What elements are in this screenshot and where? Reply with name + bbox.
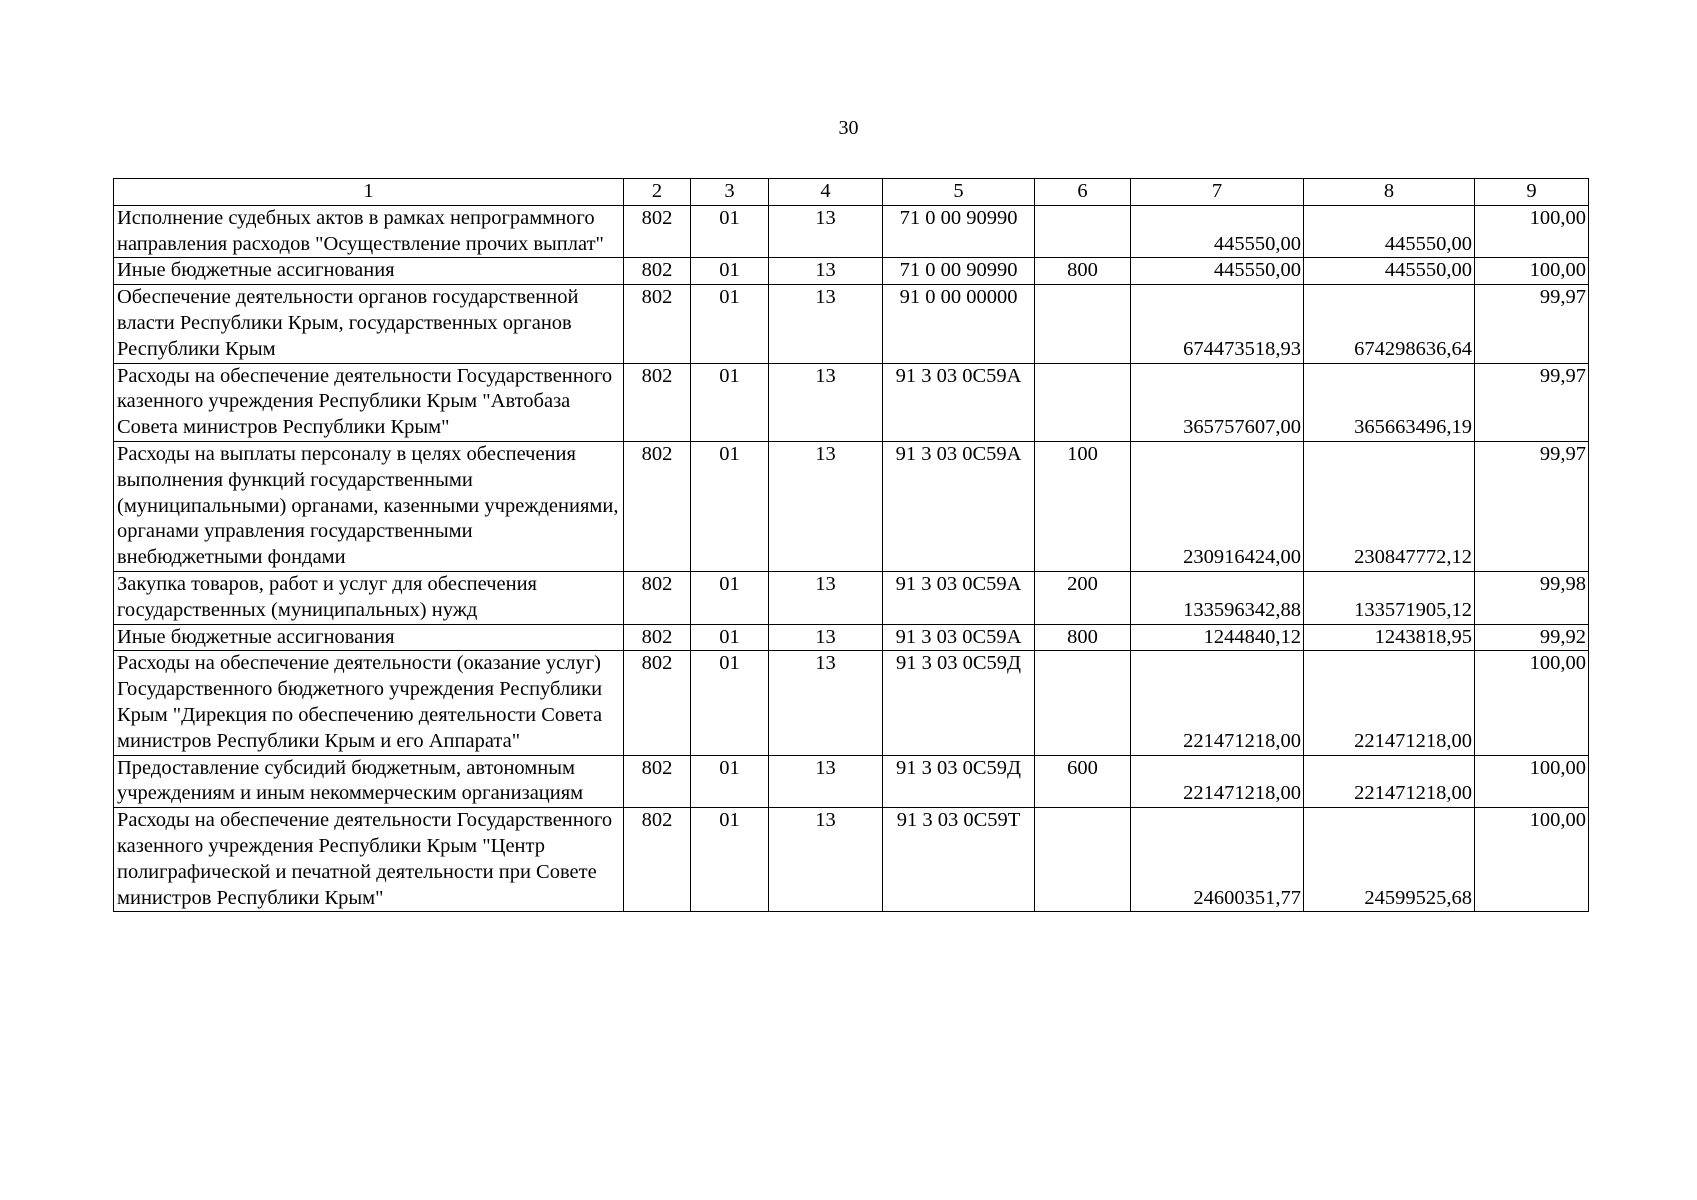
row-col-3: 01: [691, 363, 769, 441]
row-col-3: 01: [691, 651, 769, 755]
row-col-4: 13: [769, 285, 883, 363]
row-col-6: 800: [1035, 624, 1131, 651]
row-col-2: 802: [624, 285, 691, 363]
table-row: [114, 363, 1589, 441]
table-row: [114, 651, 1589, 755]
header-col-3: 3: [691, 179, 769, 206]
row-name: Предоставление субсидий бюджетным, автономным учреждениям и иным некоммерческим организациям: [114, 755, 624, 808]
page-number: 30: [838, 117, 859, 139]
header-row: [114, 179, 1589, 206]
budget-table: [113, 178, 1589, 912]
row-name: Расходы на обеспечение деятельности Государственного казенного учреждения Республики Крым "Центр полиграфической и печатной деятельности при Совете министров Республики Крым": [114, 808, 624, 912]
row-col-5: 71 0 00 90990: [883, 205, 1035, 258]
row-col-2: 802: [624, 571, 691, 624]
row-col-9: 100,00: [1475, 258, 1589, 285]
row-name: Иные бюджетные ассигнования: [114, 258, 624, 285]
row-col-4: 13: [769, 571, 883, 624]
row-col-4: 13: [769, 624, 883, 651]
row-col-7: 445550,00: [1131, 258, 1304, 285]
header-col-9: 9: [1475, 179, 1589, 206]
row-col-7: 221471218,00: [1131, 755, 1304, 808]
row-col-4: 13: [769, 258, 883, 285]
row-col-6: [1035, 285, 1131, 363]
row-col-3: 01: [691, 441, 769, 571]
row-col-7: 24600351,77: [1131, 808, 1304, 912]
row-col-8: 221471218,00: [1304, 651, 1475, 755]
row-col-5: 91 0 00 00000: [883, 285, 1035, 363]
row-col-7: 1244840,12: [1131, 624, 1304, 651]
header-col-8: 8: [1304, 179, 1475, 206]
row-col-2: 802: [624, 651, 691, 755]
header-col-5: 5: [883, 179, 1035, 206]
row-col-7: 674473518,93: [1131, 285, 1304, 363]
row-col-7: 221471218,00: [1131, 651, 1304, 755]
table-body: [114, 205, 1589, 912]
row-col-4: 13: [769, 363, 883, 441]
row-col-9: 100,00: [1475, 808, 1589, 912]
table-row: [114, 285, 1589, 363]
row-name: Исполнение судебных актов в рамках непрограммного направления расходов "Осуществление прочих выплат": [114, 205, 624, 258]
row-col-2: 802: [624, 808, 691, 912]
row-col-8: 1243818,95: [1304, 624, 1475, 651]
table-row: [114, 205, 1589, 258]
row-col-7: 133596342,88: [1131, 571, 1304, 624]
row-col-2: 802: [624, 441, 691, 571]
header-col-1: 1: [114, 179, 624, 206]
row-col-2: 802: [624, 755, 691, 808]
row-col-2: 802: [624, 363, 691, 441]
row-col-3: 01: [691, 624, 769, 651]
row-col-4: 13: [769, 205, 883, 258]
row-col-4: 13: [769, 808, 883, 912]
row-col-5: 91 3 03 0С59А: [883, 363, 1035, 441]
row-col-5: 91 3 03 0С59Д: [883, 651, 1035, 755]
row-col-9: 100,00: [1475, 205, 1589, 258]
row-col-5: 91 3 03 0С59Т: [883, 808, 1035, 912]
row-col-3: 01: [691, 258, 769, 285]
row-col-8: 674298636,64: [1304, 285, 1475, 363]
row-col-9: 100,00: [1475, 651, 1589, 755]
header-col-7: 7: [1131, 179, 1304, 206]
row-col-6: 600: [1035, 755, 1131, 808]
row-col-6: 200: [1035, 571, 1131, 624]
row-col-6: [1035, 651, 1131, 755]
row-col-8: 365663496,19: [1304, 363, 1475, 441]
row-col-2: 802: [624, 624, 691, 651]
row-col-4: 13: [769, 755, 883, 808]
row-col-6: [1035, 205, 1131, 258]
row-col-5: 91 3 03 0С59А: [883, 624, 1035, 651]
row-col-2: 802: [624, 258, 691, 285]
row-col-9: 99,98: [1475, 571, 1589, 624]
row-name: Расходы на выплаты персоналу в целях обеспечения выполнения функций государственными (муниципальными) органами, казенными учреждениями, органами управления государственными внебюджетными фондами: [114, 441, 624, 571]
header-col-2: 2: [624, 179, 691, 206]
table-header: [114, 179, 1589, 206]
row-col-8: 221471218,00: [1304, 755, 1475, 808]
row-name: Расходы на обеспечение деятельности Государственного казенного учреждения Республики Крым "Автобаза Совета министров Республики Крым": [114, 363, 624, 441]
row-col-5: 71 0 00 90990: [883, 258, 1035, 285]
row-col-8: 445550,00: [1304, 205, 1475, 258]
row-col-3: 01: [691, 808, 769, 912]
row-col-7: 230916424,00: [1131, 441, 1304, 571]
row-col-8: 24599525,68: [1304, 808, 1475, 912]
header-col-4: 4: [769, 179, 883, 206]
row-col-9: 99,97: [1475, 441, 1589, 571]
row-col-8: 230847772,12: [1304, 441, 1475, 571]
row-col-4: 13: [769, 441, 883, 571]
row-col-9: 99,97: [1475, 363, 1589, 441]
row-col-5: 91 3 03 0С59Д: [883, 755, 1035, 808]
row-name: Расходы на обеспечение деятельности (оказание услуг) Государственного бюджетного учреждения Республики Крым "Дирекция по обеспечению деятельности Совета министров Республики Крым и его Аппарата": [114, 651, 624, 755]
row-name: Закупка товаров, работ и услуг для обеспечения государственных (муниципальных) нужд: [114, 571, 624, 624]
row-col-3: 01: [691, 571, 769, 624]
row-col-3: 01: [691, 755, 769, 808]
row-col-5: 91 3 03 0С59А: [883, 571, 1035, 624]
row-col-7: 365757607,00: [1131, 363, 1304, 441]
row-col-3: 01: [691, 205, 769, 258]
row-col-9: 99,97: [1475, 285, 1589, 363]
row-col-8: 445550,00: [1304, 258, 1475, 285]
table-row: [114, 624, 1589, 651]
row-col-7: 445550,00: [1131, 205, 1304, 258]
table-row: [114, 258, 1589, 285]
table-row: [114, 755, 1589, 808]
row-col-5: 91 3 03 0С59А: [883, 441, 1035, 571]
row-col-6: 800: [1035, 258, 1131, 285]
row-col-6: 100: [1035, 441, 1131, 571]
table-row: [114, 441, 1589, 571]
row-col-9: 99,92: [1475, 624, 1589, 651]
row-name: Иные бюджетные ассигнования: [114, 624, 624, 651]
row-col-2: 802: [624, 205, 691, 258]
row-col-9: 100,00: [1475, 755, 1589, 808]
header-col-6: 6: [1035, 179, 1131, 206]
row-col-3: 01: [691, 285, 769, 363]
table-row: [114, 571, 1589, 624]
row-name: Обеспечение деятельности органов государственной власти Республики Крым, государственных органов Республики Крым: [114, 285, 624, 363]
row-col-4: 13: [769, 651, 883, 755]
table-row: [114, 808, 1589, 912]
row-col-6: [1035, 808, 1131, 912]
row-col-8: 133571905,12: [1304, 571, 1475, 624]
row-col-6: [1035, 363, 1131, 441]
